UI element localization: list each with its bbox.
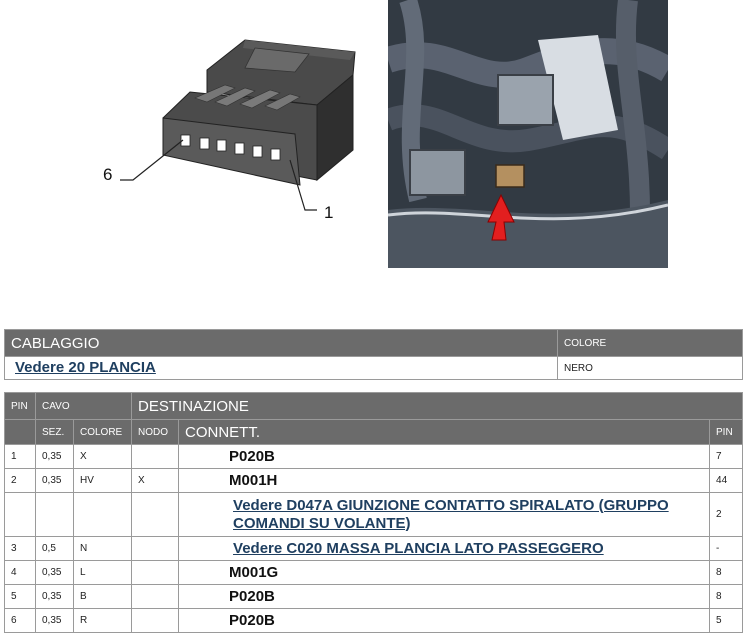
connett-cell: P020B (179, 609, 710, 633)
pin-header: PIN (5, 393, 36, 420)
cavo-header: CAVO (36, 393, 132, 420)
colore-cell: HV (74, 469, 132, 493)
colore-cell: L (74, 561, 132, 585)
pin-cell: 3 (5, 537, 36, 561)
nodo-cell (132, 609, 179, 633)
pin-cell (5, 493, 36, 537)
connett-cell: M001H (179, 469, 710, 493)
pin-dest-cell: 5 (710, 609, 743, 633)
table-row (5, 445, 743, 469)
pin-dest-cell: 2 (710, 493, 743, 537)
vehicle-harness-photo (388, 0, 668, 268)
connett-link[interactable]: Vedere C020 MASSA PLANCIA LATO PASSEGGERO (233, 539, 604, 557)
pin-dest-cell: - (710, 537, 743, 561)
nodo-cell (132, 561, 179, 585)
colore-cell: X (74, 445, 132, 469)
connett-header: CONNETT. (179, 420, 710, 445)
sez-cell: 0,35 (36, 585, 74, 609)
sez-cell: 0,5 (36, 537, 74, 561)
colore-cell: R (74, 609, 132, 633)
figure-area (0, 0, 750, 300)
table-row (5, 561, 743, 585)
nodo-header: NODO (132, 420, 179, 445)
colore-cell: B (74, 585, 132, 609)
pin-cell: 2 (5, 469, 36, 493)
colore-cell (74, 493, 132, 537)
sez-cell (36, 493, 74, 537)
connett-cell: P020B (179, 445, 710, 469)
sez-cell: 0,35 (36, 561, 74, 585)
connett-cell: M001G (179, 561, 710, 585)
table-row (5, 585, 743, 609)
colore-header: COLORE (558, 330, 743, 357)
sez-cell: 0,35 (36, 445, 74, 469)
table-row (5, 493, 743, 537)
callout-pin-1: 1 (324, 203, 334, 222)
cablaggio-header: CABLAGGIO (5, 330, 558, 357)
colore-value: NERO (558, 357, 743, 380)
cablaggio-link[interactable]: Vedere 20 PLANCIA (15, 359, 156, 376)
pin-cell: 1 (5, 445, 36, 469)
callout-pin-6: 6 (103, 165, 113, 184)
nodo-cell (132, 445, 179, 469)
connector-drawing (95, 30, 365, 230)
connett-cell: P020B (179, 585, 710, 609)
pin-dest-cell: 44 (710, 469, 743, 493)
pin-dest-cell: 8 (710, 561, 743, 585)
colore-col-header: COLORE (74, 420, 132, 445)
table-row (5, 537, 743, 561)
pin-cell: 5 (5, 585, 36, 609)
pin-dest-cell: 7 (710, 445, 743, 469)
pin-dest-header: PIN (710, 420, 743, 445)
pin-cell: 6 (5, 609, 36, 633)
colore-cell: N (74, 537, 132, 561)
nodo-cell (132, 493, 179, 537)
table-row (5, 609, 743, 633)
pin-table (4, 392, 743, 633)
table-row (5, 469, 743, 493)
sez-cell: 0,35 (36, 469, 74, 493)
cablaggio-table (4, 329, 743, 380)
connett-link[interactable]: Vedere D047A GIUNZIONE CONTATTO SPIRALATO (GRUPPO COMANDI SU VOLANTE) (233, 496, 669, 532)
destinazione-header: DESTINAZIONE (132, 393, 743, 420)
pin-dest-cell: 8 (710, 585, 743, 609)
sez-header: SEZ. (36, 420, 74, 445)
nodo-cell (132, 537, 179, 561)
sez-cell: 0,35 (36, 609, 74, 633)
pin-cell: 4 (5, 561, 36, 585)
nodo-cell (132, 585, 179, 609)
nodo-cell: X (132, 469, 179, 493)
